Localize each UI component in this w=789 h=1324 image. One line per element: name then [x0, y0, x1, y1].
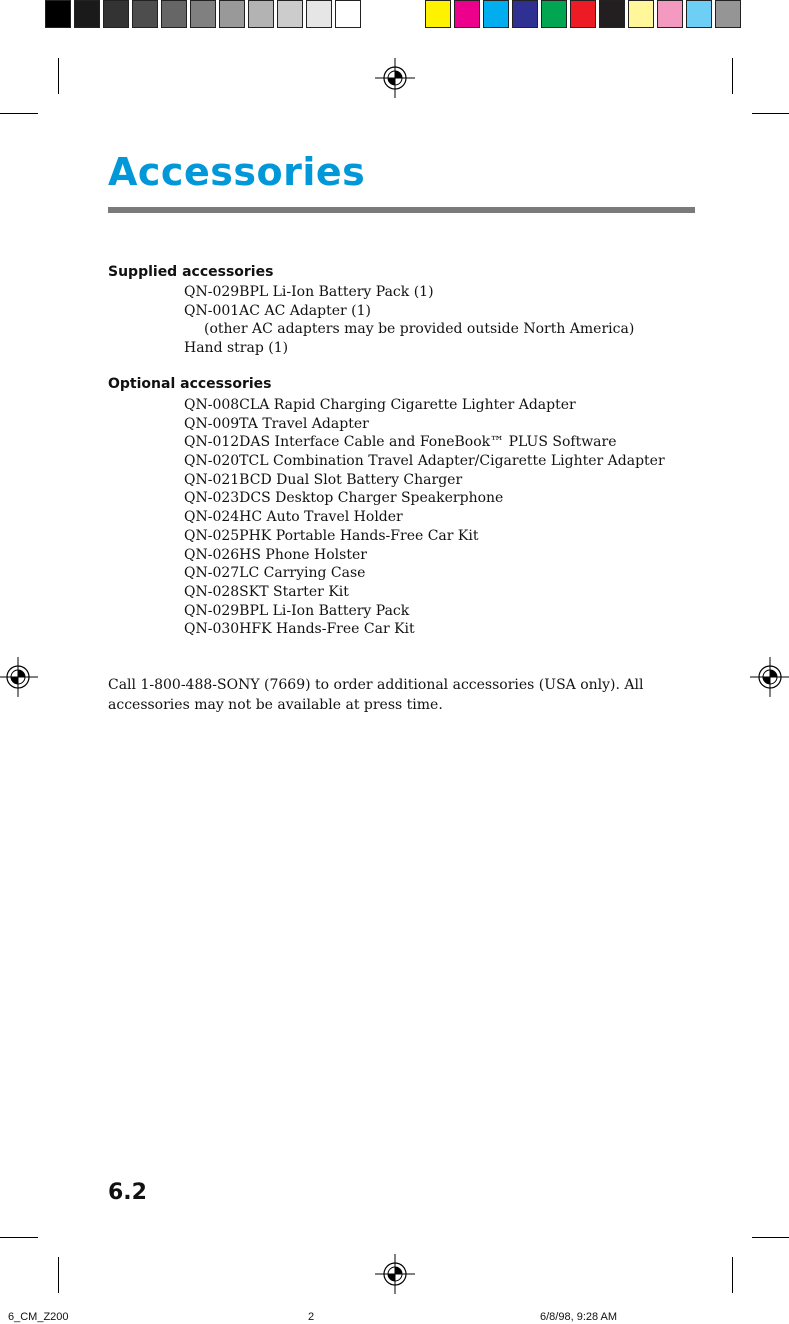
slug-page: 2 [308, 1311, 315, 1323]
color-swatch [335, 0, 361, 28]
registration-mark-icon [0, 657, 38, 697]
title-rule [108, 207, 695, 213]
color-swatch [425, 0, 451, 28]
color-swatch [103, 0, 129, 28]
list-item: QN-012DAS Interface Cable and FoneBook™ PLUS Software [184, 434, 617, 451]
list-item: QN-023DCS Desktop Charger Speakerphone [184, 490, 504, 507]
optional-accessories-list [184, 396, 665, 639]
color-swatch [277, 0, 303, 28]
crop-mark [0, 113, 38, 114]
list-item: QN-029BPL Li-Ion Battery Pack (1) [184, 284, 434, 300]
page-title: Accessories [108, 150, 366, 194]
list-item-note: (other AC adapters may be provided outside North America) [204, 321, 635, 338]
color-swatch [512, 0, 538, 28]
optional-accessories-heading: Optional accessories [108, 376, 272, 392]
color-swatch [161, 0, 187, 28]
color-swatch [599, 0, 625, 28]
color-swatch [570, 0, 596, 28]
color-swatch [686, 0, 712, 28]
page-number: 6.2 [108, 1180, 147, 1205]
list-item: QN-021BCD Dual Slot Battery Charger [184, 471, 463, 488]
crop-mark [732, 1257, 733, 1293]
slug-date: 6/8/98, 9:28 AM [540, 1311, 618, 1323]
list-item: QN-027LC Carrying Case [184, 565, 366, 582]
color-swatch [306, 0, 332, 28]
list-item: QN-009TA Travel Adapter [184, 415, 369, 432]
crop-mark [0, 1237, 38, 1238]
list-item: QN-020TCL Combination Travel Adapter/Cigarette Lighter Adapter [184, 453, 665, 470]
color-swatch [74, 0, 100, 28]
color-swatch [190, 0, 216, 28]
supplied-accessories-list [184, 283, 634, 358]
color-swatch [454, 0, 480, 28]
list-item: Hand strap (1) [184, 340, 289, 357]
color-swatch [657, 0, 683, 28]
list-item: QN-008CLA Rapid Charging Cigarette Lighter Adapter [184, 397, 576, 413]
color-swatch [483, 0, 509, 28]
crop-mark [752, 1237, 789, 1238]
supplied-accessories-heading: Supplied accessories [108, 264, 274, 280]
crop-mark [732, 58, 733, 94]
list-item: QN-026HS Phone Holster [184, 546, 367, 563]
list-item: QN-001AC AC Adapter (1) [184, 302, 371, 319]
list-item: QN-029BPL Li-Ion Battery Pack [184, 602, 410, 619]
crop-mark [752, 113, 789, 114]
registration-mark-icon [375, 1254, 415, 1294]
color-swatch [715, 0, 741, 28]
color-swatch [628, 0, 654, 28]
list-item: QN-024HC Auto Travel Holder [184, 509, 403, 526]
list-item: QN-028SKT Starter Kit [184, 583, 349, 600]
list-item: QN-025PHK Portable Hands-Free Car Kit [184, 527, 479, 544]
color-swatch [45, 0, 71, 28]
slug-filename: 6_CM_Z200 [8, 1311, 69, 1323]
crop-mark [58, 1257, 59, 1293]
color-swatch [248, 0, 274, 28]
crop-mark [58, 58, 59, 94]
ordering-note: Call 1-800-488-SONY (7669) to order additional accessories (USA only). All accessories may not be available at press time. [108, 677, 644, 713]
registration-mark-icon [375, 58, 415, 98]
registration-mark-icon [750, 657, 789, 697]
list-item: QN-030HFK Hands-Free Car Kit [184, 621, 415, 638]
color-swatch [219, 0, 245, 28]
color-swatch [132, 0, 158, 28]
color-swatch [541, 0, 567, 28]
